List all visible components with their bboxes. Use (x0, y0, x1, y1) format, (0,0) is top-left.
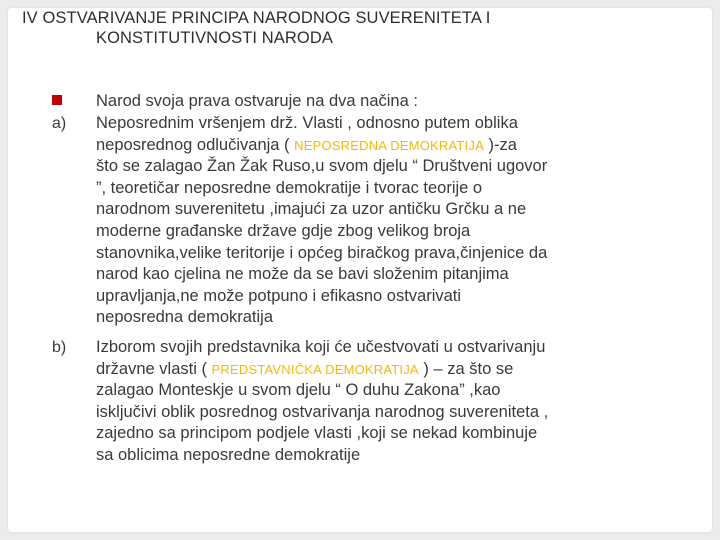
highlight-neposredna-demokratija: NEPOSREDNA DEMOKRATIJA (294, 137, 484, 153)
intro-paragraph (96, 91, 686, 113)
item-a-line: stanovnika,velike teritorije i općeg biračkog prava,činjenice da (96, 243, 548, 262)
item-b-line: isključivi oblik posrednog ostvarivanja narodnog suvereniteta , (96, 402, 549, 421)
item-b-line: sa oblicima neposredne demokratije (96, 445, 361, 464)
item-b-line-text: ) – za što se (418, 359, 514, 378)
item-b-line: Izborom svojih predstavnika koji će učestvovati u ostvarivanju (96, 338, 546, 356)
item-a-paragraph (96, 113, 686, 329)
item-a-line-text: neposrednog odlučivanja ( (96, 135, 295, 154)
intro-text: Narod svoja prava ostvaruje na dva načina : (96, 92, 418, 110)
item-b-line: zalagao Monteskje u svom djelu “ O duhu Zakona” ,kao (96, 381, 501, 400)
item-a-line: upravljanja,ne može potpuno i efikasno ostvarivati (96, 286, 462, 305)
item-a-line-mixed (96, 135, 686, 157)
item-a-line: narod kao cjelina ne može da se bavi složenim pitanjima (96, 265, 509, 284)
item-b-line-mixed (96, 359, 686, 381)
item-a-line: neposredna demokratija (96, 308, 274, 327)
title-line-1: IV OSTVARIVANJE PRINCIPA NARODNOG SUVERENITETA I (22, 9, 491, 27)
item-a-line: što se zalagao Žan Žak Ruso,u svom djelu “ Društveni ugovor (96, 157, 548, 176)
bullet-square-icon (52, 95, 62, 105)
item-b-line-text: državne vlasti ( (96, 359, 212, 378)
item-a-marker: a) (52, 115, 67, 132)
item-b-marker: b) (52, 339, 67, 356)
item-b-paragraph (96, 337, 686, 467)
item-a-line-text: )-za (483, 135, 517, 154)
item-a-line: narodnom suverenitetu ,imajući za uzor antičku Grčku a ne (96, 200, 527, 219)
title-line-2: KONSTITUTIVNOSTI NARODA (96, 29, 333, 47)
item-a-line: moderne građanske države gdje zbog velikog broja (96, 221, 471, 240)
item-a-line: Neposrednim vršenjem drž. Vlasti , odnosno putem oblika (96, 114, 518, 132)
item-a-line: ”, teoretičar neposredne demokratije i tvorac teorije o (96, 178, 483, 197)
item-b-line: zajedno sa principom podjele vlasti ,koji se nekad kombinuje (96, 424, 538, 443)
highlight-predstavnicka-demokratija: PREDSTAVNIČKA DEMOKRATIJA (211, 361, 419, 377)
